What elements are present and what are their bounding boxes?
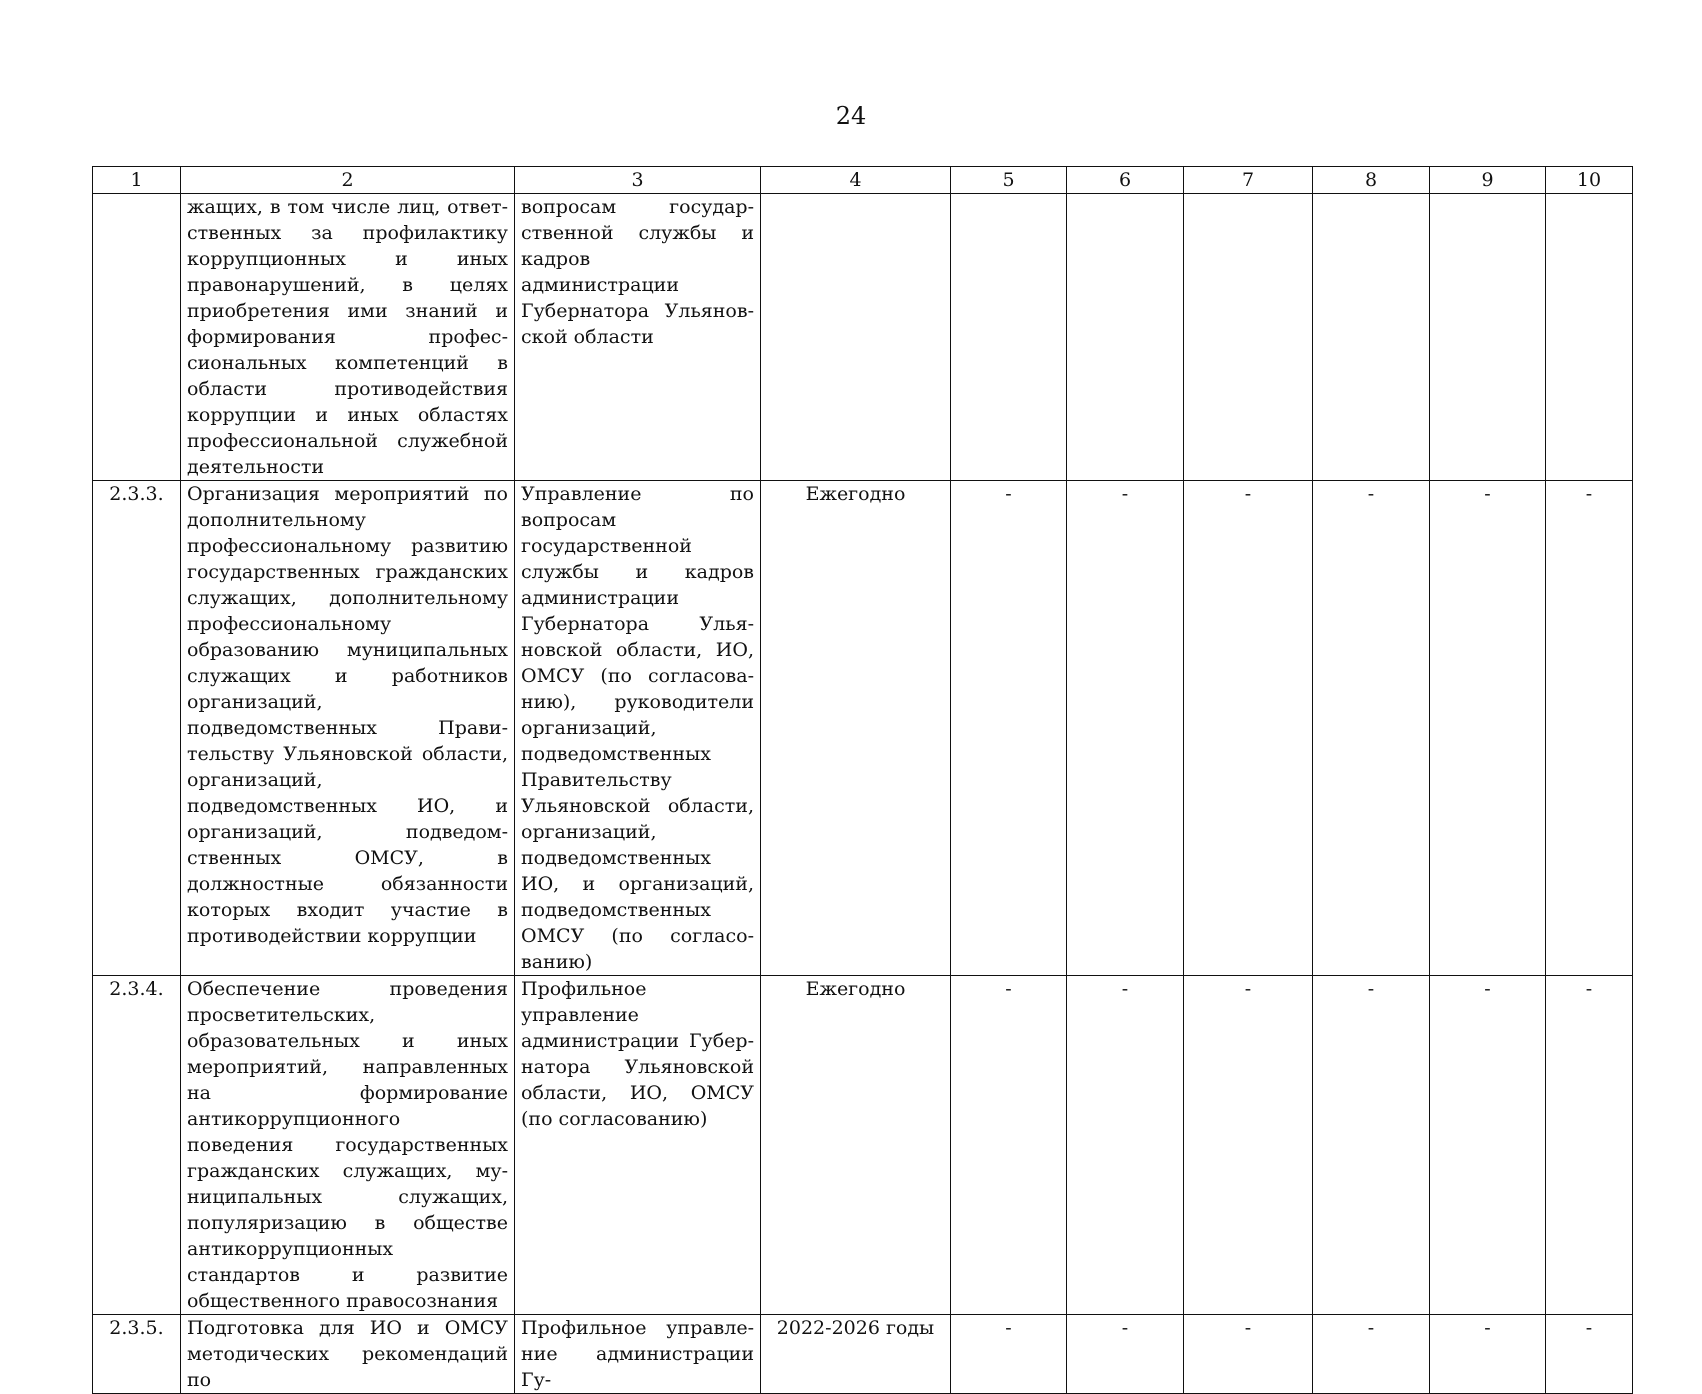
item-cell: -: [1067, 976, 1184, 1315]
item-cell: -: [1313, 1315, 1430, 1394]
column-header: 8: [1313, 167, 1430, 194]
item-cell: [1313, 194, 1430, 481]
item-cell: [1430, 194, 1546, 481]
item-number: 2.3.5.: [93, 1315, 181, 1394]
item-cell: -: [1313, 481, 1430, 976]
column-header: 1: [93, 167, 181, 194]
item-cell: [1546, 194, 1633, 481]
item-responsible: вопросам государственной службы и кадров администрации Губернатора Ульяновской области: [515, 194, 761, 481]
column-header: 6: [1067, 167, 1184, 194]
column-header: 3: [515, 167, 761, 194]
table-row: [93, 1315, 1633, 1394]
item-number: 2.3.4.: [93, 976, 181, 1315]
column-header: 5: [951, 167, 1067, 194]
page-number: 24: [835, 102, 867, 130]
plan-table: [92, 166, 1633, 1394]
item-number: [93, 194, 181, 481]
item-cell: -: [1067, 481, 1184, 976]
item-cell: -: [1184, 481, 1313, 976]
column-header: 2: [181, 167, 515, 194]
item-description: жащих, в том числе лиц, ответственных за профилактику коррупционных и иных правонарушений, в целях приобретения ими знаний и формирования профессиональных компетенций в области противодействия коррупции и иных областях профессиональной служебной деятельности: [181, 194, 515, 481]
table-row: [93, 481, 1633, 976]
item-term: [761, 194, 951, 481]
item-description: Организация мероприятий по дополнительному профессиональному развитию государственных гражданских служащих, дополнительному профессиональному образованию муниципальных служащих и работников организаций, подведомственных Правительству Ульяновской области, организаций, подведомственных ИО, и организаций, подведомственных ОМСУ, в должностные обязанности которых входит участие в противодействии коррупции: [181, 481, 515, 976]
item-term: Ежегодно: [761, 976, 951, 1315]
item-cell: -: [951, 976, 1067, 1315]
item-term: 2022-2026 годы: [761, 1315, 951, 1394]
column-number-row: [93, 167, 1633, 194]
item-cell: -: [1184, 1315, 1313, 1394]
item-cell: -: [1313, 976, 1430, 1315]
item-responsible: Профильное управление администрации Губернатора Ульяновской области, ИО, ОМСУ (по согласованию): [515, 976, 761, 1315]
column-header: 7: [1184, 167, 1313, 194]
item-cell: -: [951, 481, 1067, 976]
item-cell: -: [1430, 1315, 1546, 1394]
column-header: 4: [761, 167, 951, 194]
table-row: [93, 976, 1633, 1315]
item-cell: -: [1546, 1315, 1633, 1394]
table-row: [93, 194, 1633, 481]
column-header: 10: [1546, 167, 1633, 194]
item-responsible: Управление по вопросам государственной службы и кадров администрации Губернатора Ульяновской области, ИО, ОМСУ (по согласованию), руководители организаций, подведомственных Правительству Ульяновской области, организаций, подведомственных ИО, и организаций, подведомственных ОМСУ (по согласованию): [515, 481, 761, 976]
item-cell: -: [1546, 976, 1633, 1315]
item-cell: -: [1430, 481, 1546, 976]
item-cell: -: [1430, 976, 1546, 1315]
item-number: 2.3.3.: [93, 481, 181, 976]
item-description: Подготовка для ИО и ОМСУ методических рекомендаций по: [181, 1315, 515, 1394]
item-cell: -: [1184, 976, 1313, 1315]
item-cell: [1184, 194, 1313, 481]
item-term: Ежегодно: [761, 481, 951, 976]
item-cell: -: [1546, 481, 1633, 976]
item-cell: [1067, 194, 1184, 481]
item-cell: -: [1067, 1315, 1184, 1394]
item-responsible: Профильное управление администрации Гу-: [515, 1315, 761, 1394]
item-cell: [951, 194, 1067, 481]
column-header: 9: [1430, 167, 1546, 194]
item-cell: -: [951, 1315, 1067, 1394]
item-description: Обеспечение проведения просветительских, образовательных и иных мероприятий, направленных на формирование антикоррупционного поведения государственных гражданских служащих, муниципальных служащих, популяризацию в обществе антикоррупционных стандартов и развитие общественного правосознания: [181, 976, 515, 1315]
